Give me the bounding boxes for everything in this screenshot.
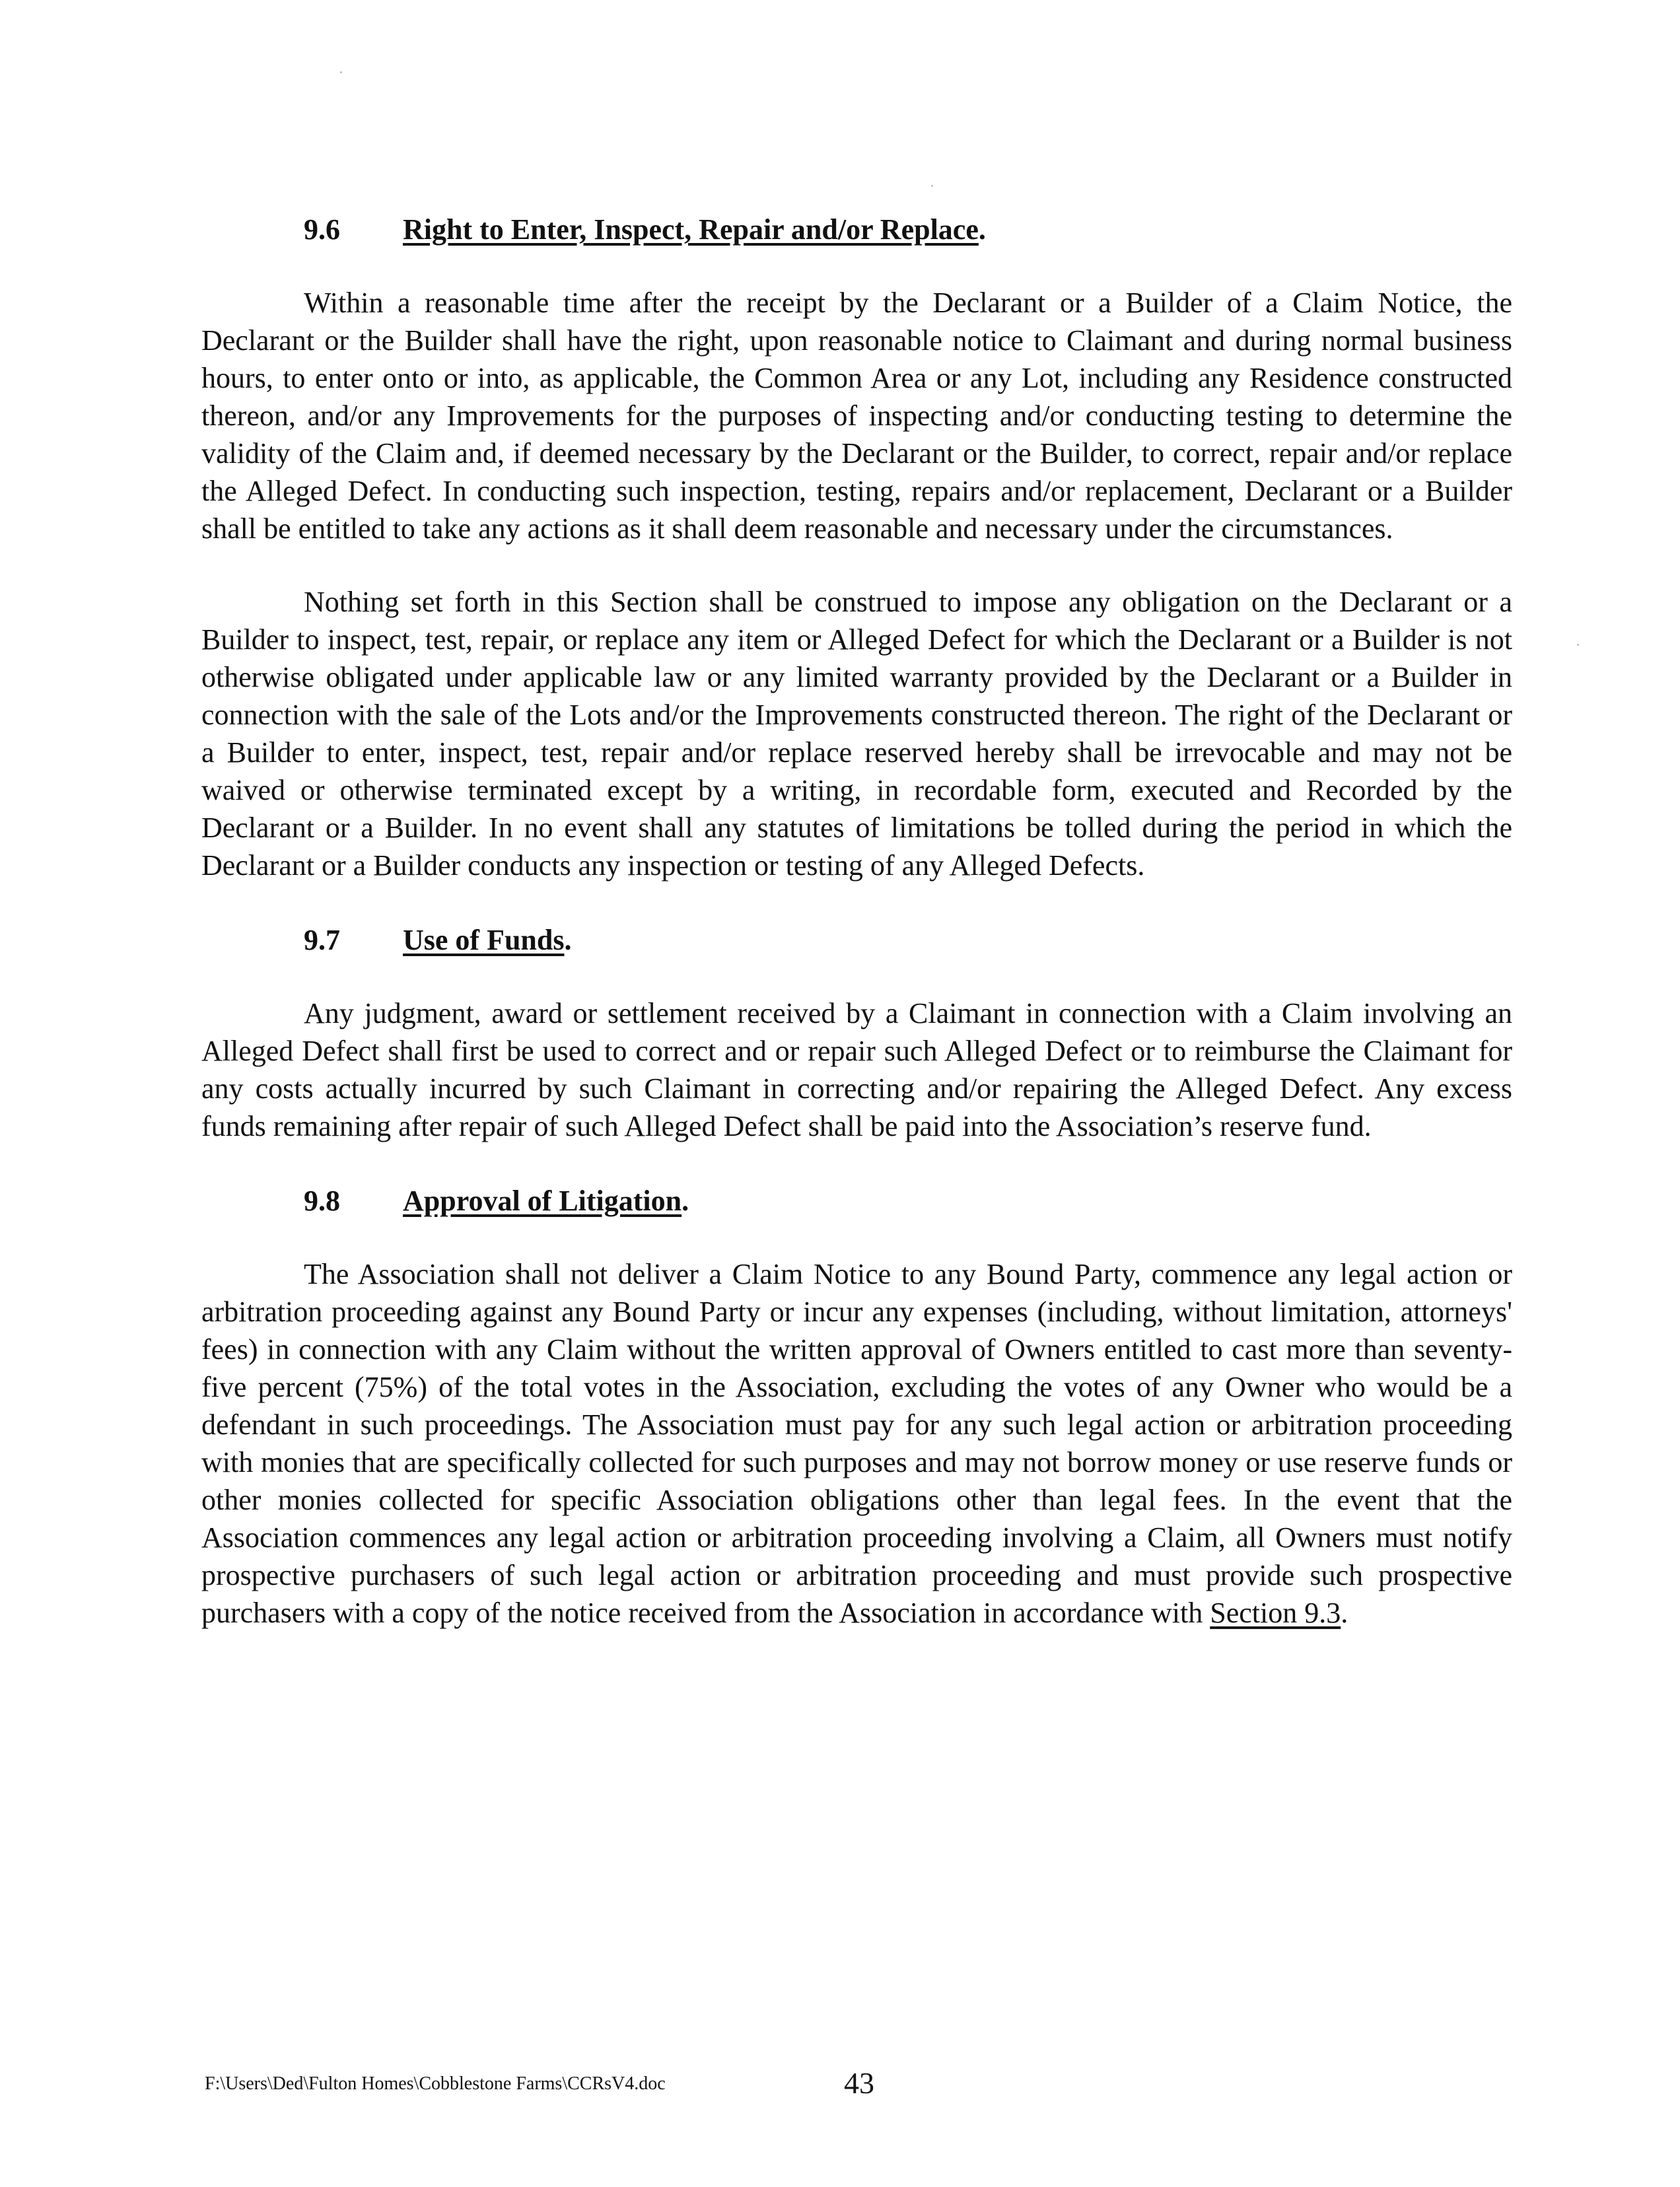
page-number: 43 <box>844 2066 874 2100</box>
paragraph-text: The Association shall not deliver a Claim Notice to any Bound Party, commence any legal action or arbitration proceeding against any Bound Party or incur any expenses (including, without limitation, attorneys' fees) in connection with any Claim without the written approval of Owners entitled to cast more than seventy-five percent (75%) of the total votes in the Association, excluding the votes of any Owner who would be a defendant in such proceedings. The Association must pay for any such legal action or arbitration proceeding with monies that are specifically collected for such purposes and may not borrow money or use reserve funds or other monies collected for specific Association obligations other than legal fees. In the event that the Association commences any legal action or arbitration proceeding involving a Claim, all Owners must notify prospective purchasers of such legal action or arbitration proceeding and must provide such prospective purchasers with a copy of the notice received from the Association in accordance with <box>201 1258 1512 1629</box>
section-title: Use of Funds <box>403 924 565 956</box>
section-number: 9.8 <box>304 1185 340 1217</box>
section-9-8 <box>201 1183 1512 1632</box>
heading-period: . <box>978 213 986 246</box>
scan-speck <box>1577 644 1579 646</box>
document-body <box>201 211 1512 1632</box>
scan-speck <box>340 71 342 73</box>
section-title: Approval of Litigation <box>403 1185 682 1217</box>
scan-speck <box>931 185 933 187</box>
heading-period: . <box>564 924 572 956</box>
section-9-6 <box>201 211 1512 884</box>
section-number: 9.7 <box>304 924 340 956</box>
section-heading <box>201 211 1512 248</box>
cross-reference-link[interactable]: Section 9.3 <box>1210 1597 1341 1629</box>
section-number: 9.6 <box>304 213 340 246</box>
heading-period: . <box>682 1185 689 1217</box>
paragraph: Any judgment, award or settlement received by a Claimant in connection with a Claim involving an Alleged Defect shall first be used to correct and or repair such Alleged Defect or to reimburse the Claimant for any costs actually incurred by such Claimant in correcting and/or repairing the Alleged Defect. Any excess funds remaining after repair of such Alleged Defect shall be paid into the Association’s reserve fund. <box>201 997 1512 1142</box>
paragraph: Within a reasonable time after the receipt by the Declarant or a Builder of a Claim Notice, the Declarant or the Builder shall have the right, upon reasonable notice to Claimant and during normal business hours, to enter onto or into, as applicable, the Common Area or any Lot, including any Residence constructed thereon, and/or any Improvements for the purposes of inspecting and/or conducting testing to determine the validity of the Claim and, if deemed necessary by the Declarant or the Builder, to correct, repair and/or replace the Alleged Defect. In conducting such inspection, testing, repairs and/or replacement, Declarant or a Builder shall be entitled to take any actions as it shall deem reasonable and necessary under the circumstances. <box>201 287 1512 545</box>
paragraph-end: . <box>1341 1597 1348 1629</box>
footer-file-path: F:\Users\Ded\Fulton Homes\Cobblestone Farms\CCRsV4.doc <box>205 2073 666 2094</box>
section-heading <box>201 1183 1512 1220</box>
section-9-7 <box>201 922 1512 1145</box>
paragraph: Nothing set forth in this Section shall be construed to impose any obligation on the Declarant or a Builder to inspect, test, repair, or replace any item or Alleged Defect for which the Declarant or a Builder is not otherwise obligated under applicable law or any limited warranty provided by the Declarant or a Builder in connection with the sale of the Lots and/or the Improvements constructed thereon. The right of the Declarant or a Builder to enter, inspect, test, repair and/or replace reserved hereby shall be irrevocable and may not be waived or otherwise terminated except by a writing, in recordable form, executed and Recorded by the Declarant or a Builder. In no event shall any statutes of limitations be tolled during the period in which the Declarant or a Builder conducts any inspection or testing of any Alleged Defects. <box>201 586 1512 882</box>
paragraph <box>201 1255 1512 1632</box>
section-title: Right to Enter, Inspect, Repair and/or Replace <box>403 213 979 246</box>
section-heading <box>201 922 1512 959</box>
